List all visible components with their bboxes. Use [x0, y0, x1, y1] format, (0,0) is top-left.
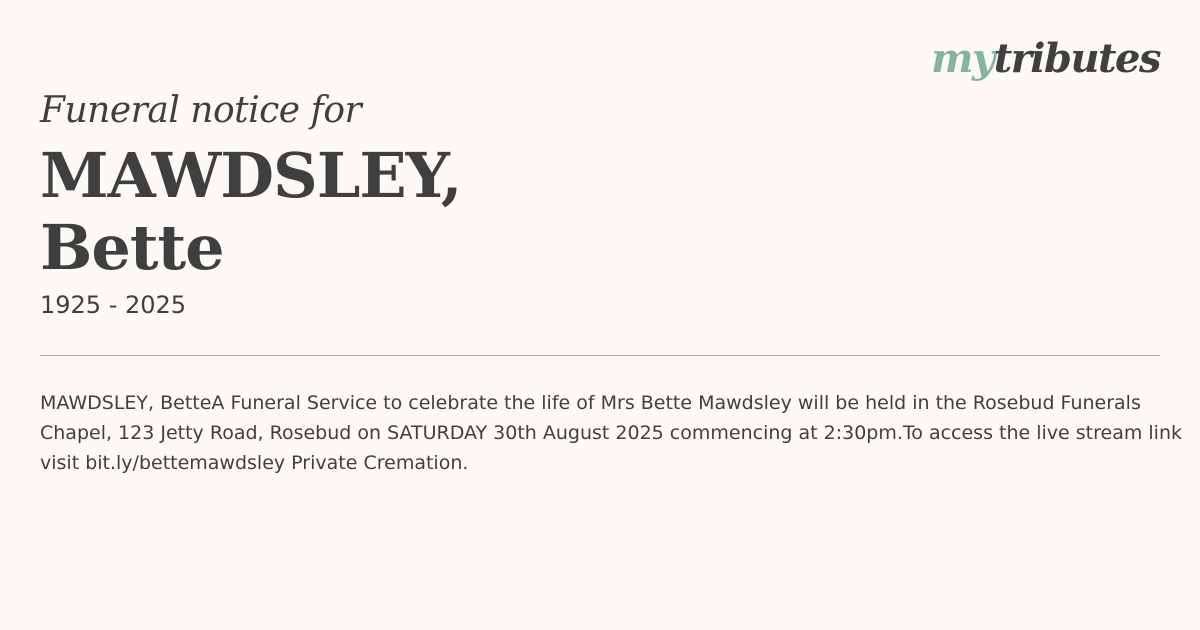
notice-pre-title: Funeral notice for	[40, 90, 362, 131]
section-divider	[40, 355, 1160, 356]
mytributes-logo[interactable]	[931, 34, 1160, 84]
logo-my-text: my	[931, 35, 994, 82]
deceased-name	[40, 140, 940, 284]
notice-header	[40, 88, 940, 320]
deceased-surname: MAWDSLEY,	[40, 139, 462, 212]
deceased-given-name: Bette	[40, 211, 224, 284]
logo-tributes-text: tributes	[993, 35, 1160, 82]
notice-body-text: MAWDSLEY, BetteA Funeral Service to celebrate the life of Mrs Bette Mawdsley will be held in the Rosebud Funerals Chapel, 123 Jetty Road, Rosebud on SATURDAY 30th August 2025 commencing at 2:30pm.To access the live stream link visit bit.ly/bettemawdsley Private Cremation.	[40, 392, 1182, 474]
life-years: 1925 - 2025	[40, 291, 187, 319]
